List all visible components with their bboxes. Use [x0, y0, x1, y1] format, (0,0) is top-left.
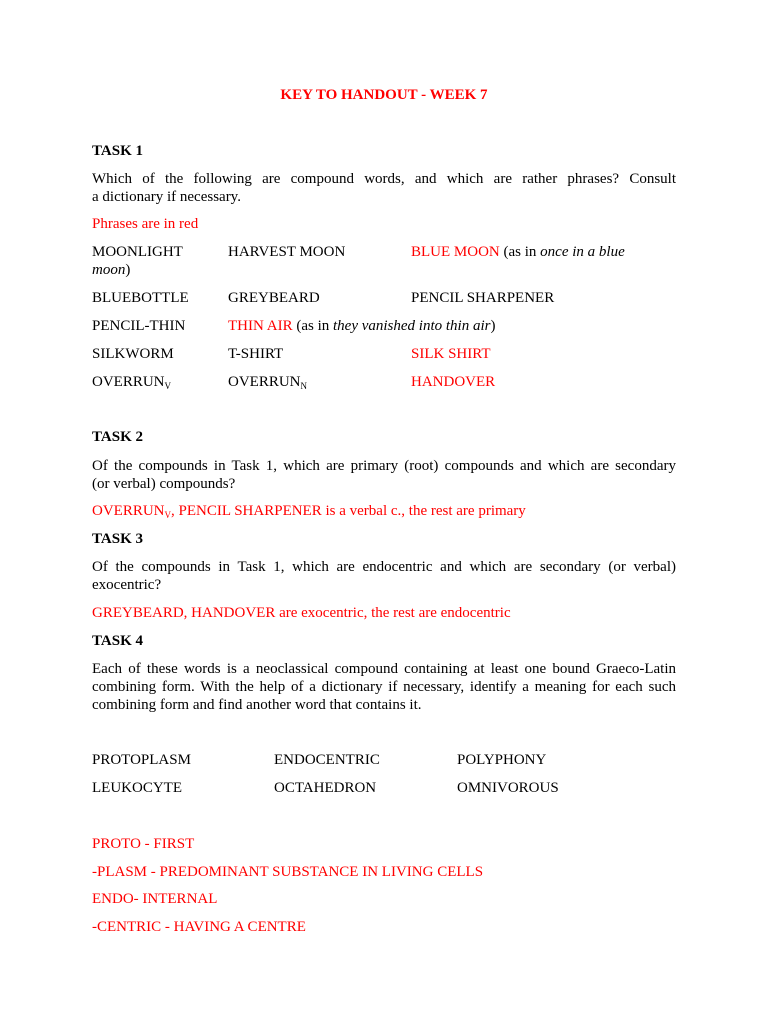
row1-note-italic: once in a blue — [540, 244, 625, 260]
row1-note-pre: (as in — [499, 244, 541, 260]
task1-row4-col2: T-SHIRT — [228, 346, 284, 362]
page-title: KEY TO HANDOUT - WEEK 7 — [280, 87, 488, 103]
task3-question-line2: exocentric? — [92, 577, 162, 593]
document-page — [92, 0, 676, 1024]
task3-heading: TASK 3 — [92, 531, 143, 547]
task1-question — [92, 170, 676, 206]
task1-row3-col1: PENCIL-THIN — [92, 318, 186, 334]
task2-question — [92, 457, 676, 493]
overrun-v: OVERRUN — [92, 374, 165, 390]
task4-question — [92, 660, 676, 714]
task2-question-line1: Of the compounds in Task 1, which are primary (root) compounds and which are secondary — [92, 458, 676, 474]
task2-answer — [92, 502, 526, 521]
task4-question-line3: combining form and find another word that contains it. — [92, 697, 422, 713]
task4-answer-3: ENDO- INTERNAL — [92, 891, 218, 907]
row1-note-post: ) — [125, 262, 131, 278]
task1-row3-col2 — [228, 317, 495, 335]
task4-word-leukocyte: LEUKOCYTE — [92, 780, 182, 796]
task1-question-line2: a dictionary if necessary. — [92, 189, 241, 205]
task1-row2-col2: GREYBEARD — [228, 290, 320, 306]
task4-word-endocentric: ENDOCENTRIC — [274, 752, 380, 768]
subscript-v: V — [164, 381, 172, 391]
task1-row1-col2: HARVEST MOON — [228, 244, 346, 260]
task1-row4-col3: SILK SHIRT — [411, 346, 491, 362]
task1-row5-col1 — [92, 373, 171, 392]
task4-heading: TASK 4 — [92, 633, 143, 649]
phrase-blue-moon: BLUE MOON — [411, 244, 500, 260]
subscript-n: N — [300, 381, 308, 391]
task2-question-line2: (or verbal) compounds? — [92, 476, 236, 492]
task1-row4-col1: SILKWORM — [92, 346, 174, 362]
task4-word-omnivorous: OMNIVOROUS — [457, 780, 559, 796]
overrun-n: OVERRUN — [228, 374, 301, 390]
row3-note-italic: they vanished into thin air — [333, 318, 491, 334]
task2-answer-word: OVERRUN — [92, 503, 165, 519]
task4-question-line2: combining form. With the help of a dictionary if necessary, identify a meaning for each such — [92, 679, 676, 695]
row3-note-pre: (as in — [292, 318, 333, 334]
task4-answer-2: -PLASM - PREDOMINANT SUBSTANCE IN LIVING CELLS — [92, 864, 484, 880]
task1-question-line1: Which of the following are compound words, and which are rather phrases? Consult — [92, 171, 676, 187]
task4-word-octahedron: OCTAHEDRON — [274, 780, 377, 796]
row3-note-post: ) — [490, 318, 496, 334]
phrase-thin-air: THIN AIR — [228, 318, 293, 334]
task1-row5-col2 — [228, 373, 307, 392]
task4-word-protoplasm: PROTOPLASM — [92, 752, 191, 768]
task1-heading: TASK 1 — [92, 143, 143, 159]
task2-heading: TASK 2 — [92, 429, 143, 445]
task1-row1-col1: MOONLIGHT — [92, 244, 183, 260]
task3-question-line1: Of the compounds in Task 1, which are endocentric and which are secondary (or verbal) — [92, 559, 676, 575]
task2-answer-rest: , PENCIL SHARPENER is a verbal c., the rest are primary — [171, 503, 526, 519]
task4-answer-4: -CENTRIC - HAVING A CENTRE — [92, 919, 306, 935]
task1-row1-continuation — [92, 261, 130, 279]
task3-question — [92, 558, 676, 594]
task1-row2-col3: PENCIL SHARPENER — [411, 290, 555, 306]
task1-note: Phrases are in red — [92, 216, 199, 232]
task1-row2-col1: BLUEBOTTLE — [92, 290, 189, 306]
task1-row5-col3: HANDOVER — [411, 374, 496, 390]
task4-question-line1: Each of these words is a neoclassical compound containing at least one bound Graeco-Latin — [92, 661, 676, 677]
task2-answer-subscript: V — [164, 510, 172, 520]
task1-row1-col3 — [411, 243, 625, 261]
task3-answer: GREYBEARD, HANDOVER are exocentric, the rest are endocentric — [92, 605, 511, 621]
row1-note-italic-cont: moon — [92, 262, 126, 278]
task4-answer-1: PROTO - FIRST — [92, 836, 195, 852]
task4-word-polyphony: POLYPHONY — [457, 752, 547, 768]
